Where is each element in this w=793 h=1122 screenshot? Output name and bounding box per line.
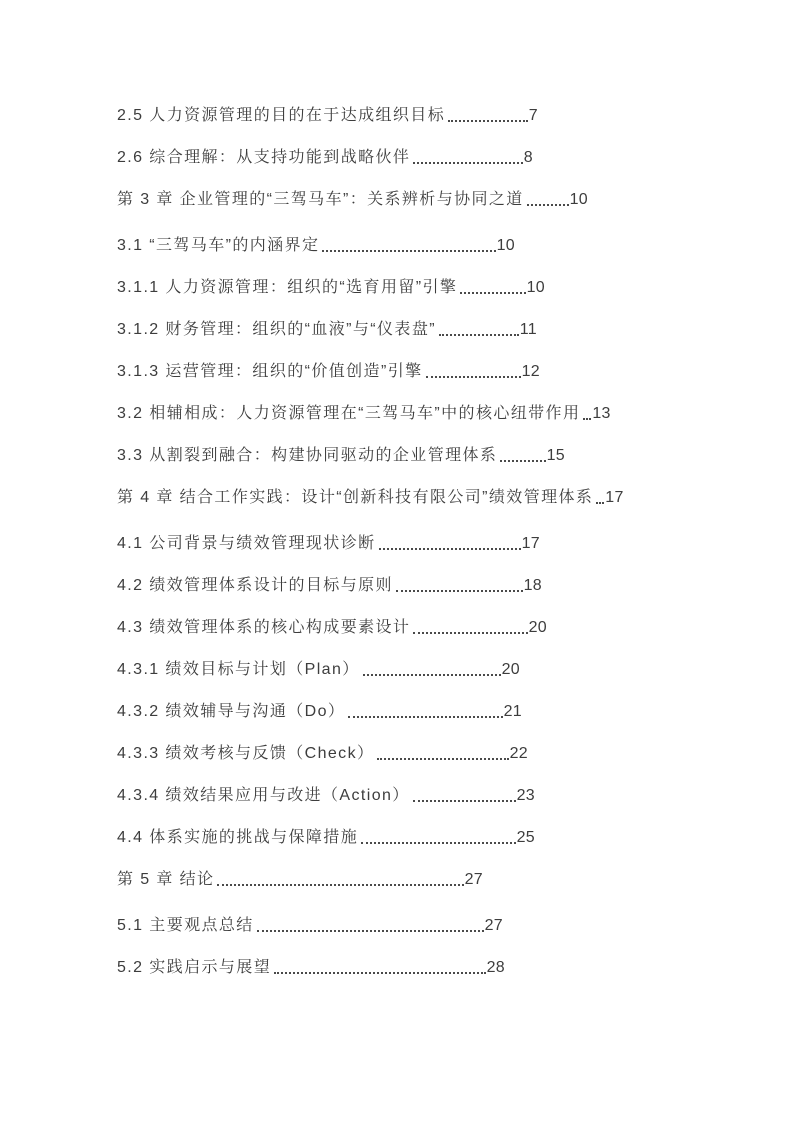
toc-entry-page-number: 8	[523, 149, 533, 166]
toc-entry-label: 3.1 “三驾马车”的内涵界定	[117, 237, 320, 254]
toc-entry-page-number: 11	[519, 321, 537, 338]
toc-entry[interactable]	[117, 827, 535, 848]
dot-leader	[322, 250, 495, 252]
toc-entry-page-number: 12	[521, 363, 540, 380]
toc-entry[interactable]	[117, 189, 588, 210]
toc-entry-page-number: 27	[484, 917, 503, 934]
toc-entry-page-number: 7	[528, 107, 538, 124]
toc-entry[interactable]	[117, 277, 545, 298]
dot-leader	[396, 590, 523, 592]
toc-entry[interactable]	[117, 701, 522, 722]
toc-entry-label: 4.3 绩效管理体系的核心构成要素设计	[117, 619, 411, 636]
toc-entry-label: 5.2 实践启示与展望	[117, 959, 272, 976]
toc-entry[interactable]	[117, 743, 528, 764]
toc-entry-page-number: 22	[509, 745, 528, 762]
toc-entry[interactable]	[117, 575, 542, 596]
toc-entry-label: 4.3.1 绩效目标与计划（Plan）	[117, 661, 360, 678]
toc-entry-label: 4.4 体系实施的挑战与保障措施	[117, 829, 359, 846]
toc-entry-label: 3.1.1 人力资源管理：组织的“选育用留”引擎	[117, 279, 458, 296]
toc-entry-label: 5.1 主要观点总结	[117, 917, 254, 934]
dot-leader	[413, 162, 523, 164]
dot-leader	[377, 758, 508, 760]
toc-entry-page-number: 10	[569, 191, 588, 208]
dot-leader	[413, 632, 527, 634]
dot-leader	[257, 930, 484, 932]
toc-entry-page-number: 27	[464, 871, 483, 888]
toc-entry-label: 3.3 从割裂到融合：构建协同驱动的企业管理体系	[117, 447, 498, 464]
toc-entry[interactable]	[117, 957, 505, 978]
toc-entry-page-number: 10	[526, 279, 545, 296]
toc-entry-label: 第 3 章 企业管理的“三驾马车”：关系辨析与协同之道	[117, 191, 524, 208]
dot-leader	[500, 460, 545, 462]
toc-entry[interactable]	[117, 235, 515, 256]
dot-leader	[348, 716, 502, 718]
toc-entry-page-number: 18	[523, 577, 542, 594]
dot-leader	[379, 548, 521, 550]
toc-entry-label: 2.5 人力资源管理的目的在于达成组织目标	[117, 107, 446, 124]
dot-leader	[460, 292, 525, 294]
dot-leader	[363, 674, 501, 676]
toc-entry-label: 2.6 综合理解：从支持功能到战略伙伴	[117, 149, 411, 166]
table-of-contents	[117, 105, 624, 999]
dot-leader	[583, 418, 591, 420]
toc-entry[interactable]	[117, 403, 611, 424]
dot-leader	[217, 884, 463, 886]
toc-entry[interactable]	[117, 445, 565, 466]
toc-entry-page-number: 20	[528, 619, 547, 636]
toc-entry-label: 4.2 绩效管理体系设计的目标与原则	[117, 577, 393, 594]
toc-entry[interactable]	[117, 915, 503, 936]
toc-entry-page-number: 17	[605, 489, 624, 506]
dot-leader	[448, 120, 528, 122]
toc-entry[interactable]	[117, 487, 624, 508]
dot-leader	[527, 204, 569, 206]
toc-entry-page-number: 10	[496, 237, 515, 254]
toc-entry[interactable]	[117, 147, 533, 168]
toc-entry-page-number: 13	[592, 405, 611, 422]
dot-leader	[426, 376, 521, 378]
toc-entry-page-number: 28	[486, 959, 505, 976]
dot-leader	[596, 502, 604, 504]
toc-entry[interactable]	[117, 105, 538, 126]
toc-entry[interactable]	[117, 869, 483, 890]
toc-entry-page-number: 23	[516, 787, 535, 804]
toc-entry-label: 3.1.2 财务管理：组织的“血液”与“仪表盘”	[117, 321, 436, 338]
toc-entry[interactable]	[117, 785, 535, 806]
toc-entry-page-number: 21	[503, 703, 522, 720]
toc-entry[interactable]	[117, 659, 520, 680]
toc-entry-page-number: 15	[546, 447, 565, 464]
toc-entry[interactable]	[117, 361, 540, 382]
toc-entry-page-number: 25	[516, 829, 535, 846]
toc-entry-label: 4.3.2 绩效辅导与沟通（Do）	[117, 703, 346, 720]
toc-entry-label: 3.2 相辅相成：人力资源管理在“三驾马车”中的核心纽带作用	[117, 405, 581, 422]
toc-entry-label: 第 4 章 结合工作实践：设计“创新科技有限公司”绩效管理体系	[117, 489, 594, 506]
dot-leader	[439, 334, 519, 336]
toc-entry-label: 4.3.3 绩效考核与反馈（Check）	[117, 745, 375, 762]
toc-entry-page-number: 17	[521, 535, 540, 552]
toc-entry-label: 4.3.4 绩效结果应用与改进（Action）	[117, 787, 410, 804]
dot-leader	[413, 800, 516, 802]
toc-entry-label: 3.1.3 运营管理：组织的“价值创造”引擎	[117, 363, 423, 380]
toc-entry[interactable]	[117, 533, 540, 554]
dot-leader	[274, 972, 486, 974]
toc-entry-label: 4.1 公司背景与绩效管理现状诊断	[117, 535, 376, 552]
toc-entry-label: 第 5 章 结论	[117, 871, 215, 888]
toc-entry[interactable]	[117, 617, 547, 638]
toc-entry-page-number: 20	[501, 661, 520, 678]
toc-entry[interactable]	[117, 319, 537, 340]
dot-leader	[361, 842, 516, 844]
